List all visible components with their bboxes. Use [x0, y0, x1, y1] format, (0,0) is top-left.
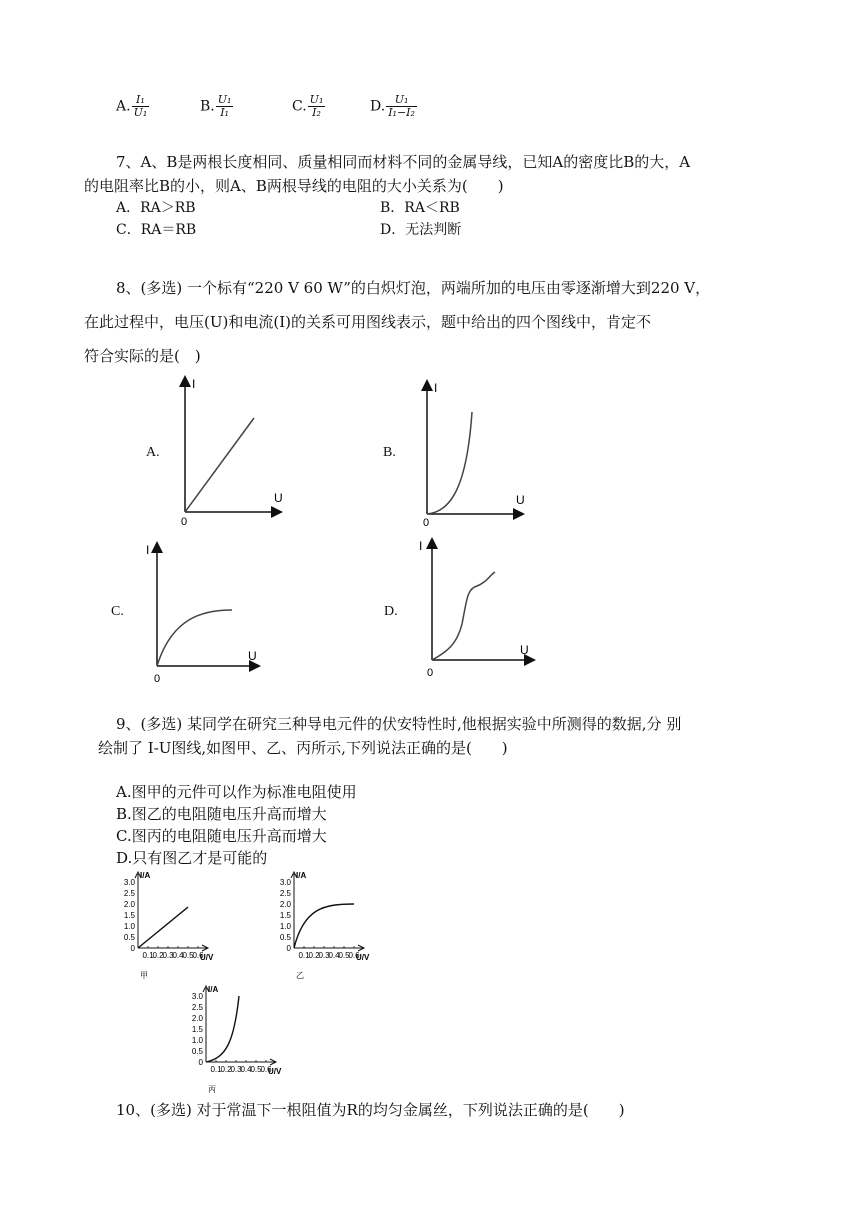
iu-curve	[432, 572, 495, 660]
y-tick-label: 0.5	[279, 933, 291, 942]
x-tick-label: 0.5	[338, 951, 350, 960]
x-axis-label: U	[520, 643, 529, 657]
y-axis-label: I/A	[296, 871, 307, 880]
x-tick-label: 0.5	[182, 951, 194, 960]
y-axis-label: I	[419, 539, 423, 553]
q6-option-c: C. $\frac{\text{U₁}}{\text{I₂}}$	[292, 93, 324, 119]
x-axis-label: U	[516, 493, 525, 507]
iu-curve	[427, 412, 472, 514]
q6-option-a: A. $\frac{\text{I₁}}{\text{U₁}}$	[116, 93, 148, 119]
y-tick-label: 0	[198, 1058, 203, 1067]
y-tick-label: 0	[286, 944, 291, 953]
q7-option-a: A．RA＞RB	[116, 200, 196, 216]
x-tick-label: 0.6	[348, 951, 360, 960]
x-tick-label: 0.3	[162, 951, 174, 960]
q9-line-1: 9、(多选) 某同学在研究三种导电元件的伏安特性时,他根据实验中所测得的数据,分 别	[116, 715, 682, 733]
y-axis-label: I	[192, 377, 196, 391]
q7-line-1: 7、A、B是两根长度相同、质量相同而材料不同的金属导线，已知A的密度比B的大，A	[116, 153, 691, 171]
y-tick-label: 2.5	[123, 889, 135, 898]
chart-caption: 甲	[140, 971, 148, 980]
x-axis-label: U/V	[200, 953, 214, 962]
x-tick-label: 0.4	[240, 1065, 252, 1074]
q9-option-b: B.图乙的电阻随电压升高而增大	[116, 805, 327, 823]
q8-graph-c	[142, 538, 272, 686]
y-tick-label: 1.0	[191, 1036, 203, 1045]
q9-option-c: C.图丙的电阻随电压升高而增大	[116, 827, 327, 845]
q7-line-2: 的电阻率比B的小，则A、B两根导线的电阻的大小关系为( )	[84, 177, 504, 195]
q6-option-d: D. $\frac{\text{U₁}}{\text{I₁−I₂}}$	[370, 93, 415, 119]
q7-option-b: B．RA＜RB	[380, 200, 460, 216]
y-axis-label: I	[434, 381, 438, 395]
y-tick-label: 3.0	[123, 878, 135, 887]
x-tick-label: 0.4	[328, 951, 340, 960]
q9-option-d: D.只有图乙才是可能的	[116, 849, 268, 867]
q7-option-d: D．无法判断	[380, 222, 462, 238]
chart-caption: 乙	[296, 971, 304, 980]
origin-label: 0	[427, 667, 434, 679]
y-tick-label: 3.0	[279, 878, 291, 887]
q8-graph-c-label: C.	[111, 604, 124, 619]
iu-curve	[138, 907, 188, 948]
q8-line-2: 在此过程中，电压(U)和电流(I)的关系可用图线表示，题中给出的四个图线中，肯定不	[84, 313, 651, 331]
y-axis-label: I/A	[140, 871, 151, 880]
x-axis-label: U	[248, 649, 257, 663]
y-axis-label: I	[146, 543, 150, 557]
q8-graph-b	[412, 374, 542, 530]
x-axis-label: U/V	[268, 1067, 282, 1076]
y-tick-label: 2.0	[279, 900, 291, 909]
q9-chart-jia	[112, 868, 222, 984]
y-tick-label: 1.0	[123, 922, 135, 931]
q8-graph-d-label: D.	[384, 604, 398, 619]
y-tick-label: 2.0	[123, 900, 135, 909]
q6-options	[116, 90, 436, 124]
q9-line-2: 绘制了 I-U图线,如图甲、乙、丙所示,下列说法正确的是( )	[98, 739, 508, 757]
x-tick-label: 0.5	[250, 1065, 262, 1074]
x-tick-label: 0.1	[210, 1065, 222, 1074]
y-tick-label: 2.5	[279, 889, 291, 898]
x-tick-label: 0.2	[308, 951, 320, 960]
y-axis-label: I/A	[208, 985, 219, 994]
x-tick-label: 0.4	[172, 951, 184, 960]
chart-caption: 丙	[208, 1085, 216, 1094]
iu-curve	[206, 996, 239, 1062]
q9-chart-yi	[268, 868, 378, 984]
x-tick-label: 0.1	[298, 951, 310, 960]
x-tick-label: 0.3	[318, 951, 330, 960]
x-tick-label: 0.6	[260, 1065, 272, 1074]
q9-chart-bing	[180, 982, 290, 1098]
q8-line-1: 8、(多选) 一个标有“220 V 60 W”的白炽灯泡，两端所加的电压由零逐渐增大到220 V，	[116, 279, 711, 297]
x-tick-label: 0.3	[230, 1065, 242, 1074]
q9-option-a: A.图甲的元件可以作为标准电阻使用	[116, 783, 357, 801]
y-tick-label: 1.0	[279, 922, 291, 931]
q8-graph-b-label: B.	[383, 445, 396, 460]
x-tick-label: 0.1	[142, 951, 154, 960]
origin-label: 0	[423, 517, 430, 529]
iu-curve	[294, 904, 354, 948]
q7-option-c: C．RA＝RB	[116, 222, 197, 238]
y-tick-label: 1.5	[279, 911, 291, 920]
y-tick-label: 2.0	[191, 1014, 203, 1023]
y-tick-label: 1.5	[191, 1025, 203, 1034]
x-tick-label: 0.6	[192, 951, 204, 960]
y-tick-label: 0	[130, 944, 135, 953]
q8-line-3: 符合实际的是( )	[84, 347, 201, 365]
x-tick-label: 0.2	[152, 951, 164, 960]
origin-label: 0	[181, 516, 188, 528]
x-tick-label: 0.2	[220, 1065, 232, 1074]
x-axis-label: U/V	[356, 953, 370, 962]
origin-label: 0	[154, 673, 161, 685]
y-tick-label: 2.5	[191, 1003, 203, 1012]
q8-graph-d	[417, 534, 547, 680]
y-tick-label: 1.5	[123, 911, 135, 920]
q8-graph-a-label: A.	[146, 445, 160, 460]
y-tick-label: 3.0	[191, 992, 203, 1001]
q10-line-1: 10、(多选) 对于常温下一根阻值为R的均匀金属丝，下列说法正确的是( )	[116, 1101, 625, 1119]
x-axis-label: U	[274, 491, 283, 505]
y-tick-label: 0.5	[191, 1047, 203, 1056]
iu-curve	[157, 610, 232, 666]
iu-curve	[185, 418, 254, 512]
q6-option-b: B. $\frac{\text{U₁}}{\text{I₁}}$	[200, 93, 232, 119]
q8-graph-a	[170, 370, 300, 530]
y-tick-label: 0.5	[123, 933, 135, 942]
